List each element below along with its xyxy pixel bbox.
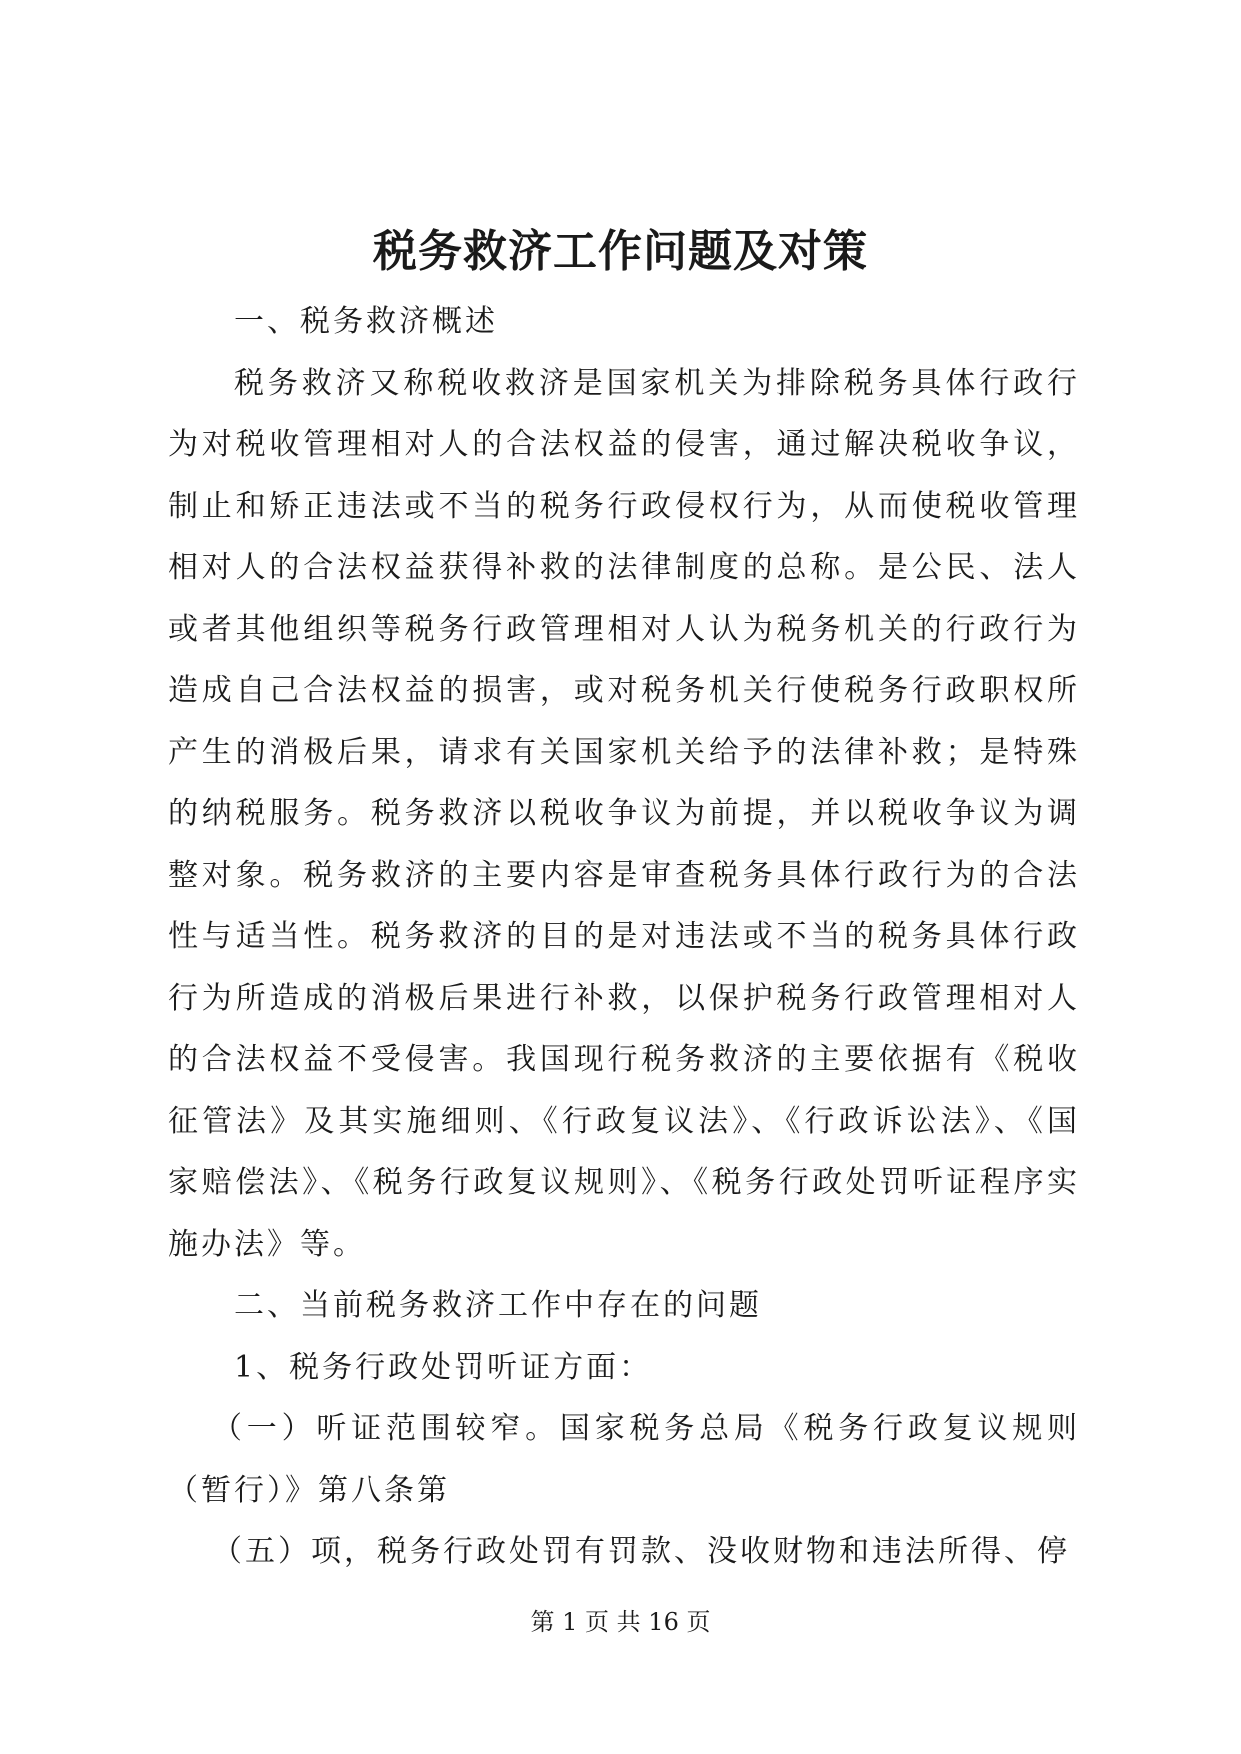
document-body [168,291,1080,1583]
overview-paragraph: 税务救济又称税收救济是国家机关为排除税务具体行政行为对税收管理相对人的合法权益的侵害，通过解决税收争议，制止和矫正违法或不当的税务行政侵权行为，从而使税收管理相对人的合法权益获得补救的法律制度的总称。是公民、法人或者其他组织等税务行政管理相对人认为税务机关的行政行为造成自己合法权益的损害，或对税务机关行使税务行政职权所产生的消极后果，请求有关国家机关给予的法律补救；是特殊的纳税服务。税务救济以税收争议为前提，并以税收争议为调整对象。税务救济的主要内容是审查税务具体行政行为的合法性与适当性。税务救济的目的是对违法或不当的税务具体行政行为所造成的消极后果进行补救，以保护税务行政管理相对人的合法权益不受侵害。我国现行税务救济的主要依据有《税收征管法》及其实施细则、《行政复议法》、《行政诉讼法》、《国家赔偿法》、《税务行政复议规则》、《税务行政处罚听证程序实施办法》等。 [168,365,1080,1262]
subsection-heading-hearing: 1、税务行政处罚听证方面： [234,1349,653,1385]
section-heading-overview: 一、税务救济概述 [234,304,498,339]
section-heading-problems: 二、当前税务救济工作中存在的问题 [234,1288,762,1323]
list-item-five: （五）项，税务行政处罚有罚款、没收财物和违法所得、停 [212,1534,1070,1569]
page-number: 第 1 页 共 16 页 [530,1608,711,1636]
document-title: 税务救济工作问题及对策 [373,226,868,277]
list-item-scope: （一）听证范围较窄。国家税务总局《税务行政复议规则（暂行）》第八条第 [168,1411,1080,1508]
